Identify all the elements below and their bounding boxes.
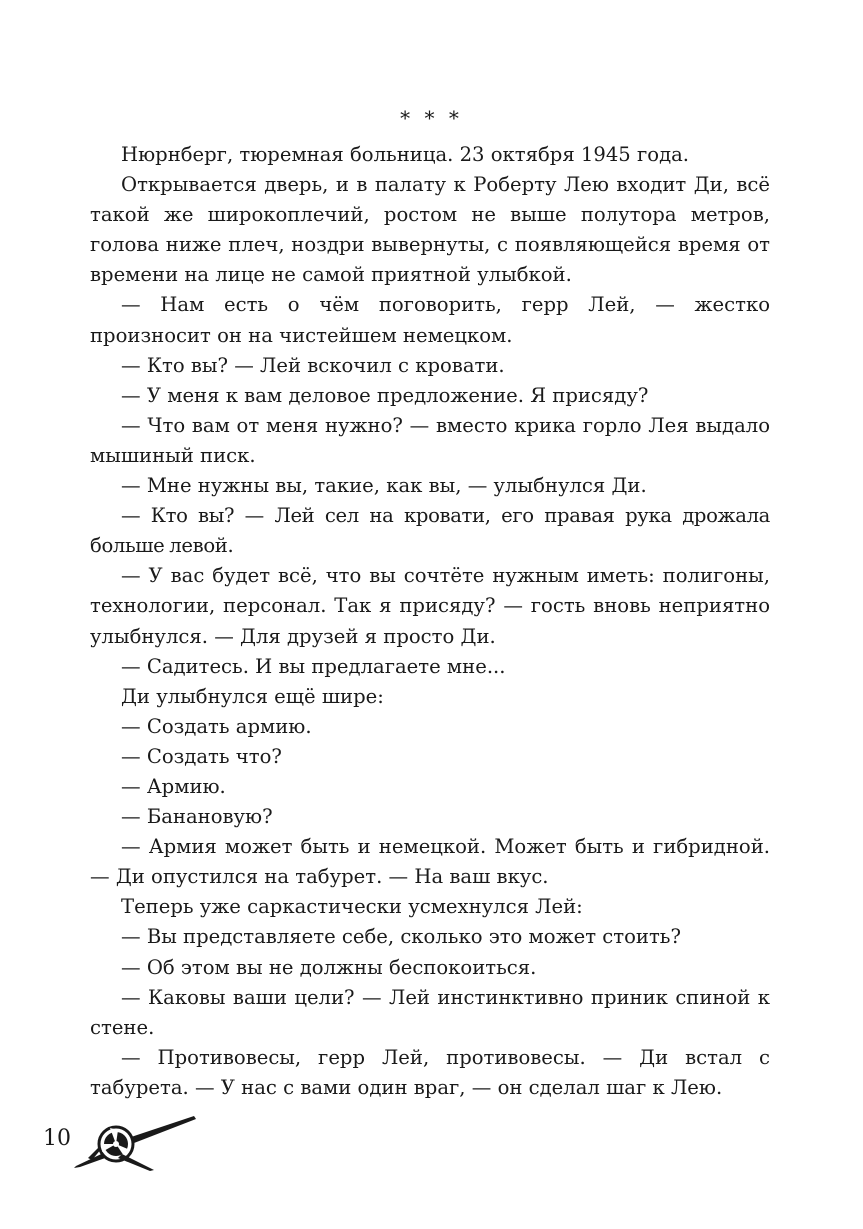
paragraph: — Армия может быть и немецкой. Может быть и гибридной. — Ди опустился на табурет. — На ваш вкус. (90, 835, 770, 889)
paragraph: — Банановую? (121, 805, 273, 829)
section-separator: * * * (400, 106, 463, 130)
paragraph: Нюрнберг, тюремная больница. 23 октября 1945 года. (121, 143, 690, 166)
paragraph: Открывается дверь, и в палату к Роберту Лею входит Ди, всё такой же широкоплечий, ростом не выше полутора метров, голова ниже плеч, ноздри вывернуты, с появляющейся время от времени на лице не самой приятной улыбкой. (90, 173, 770, 287)
paragraph: — Мне нужны вы, такие, как вы, — улыбнулся Ди. (121, 474, 647, 498)
page-number: 10 (43, 1126, 71, 1151)
paragraph: Ди улыбнулся ещё шире: (121, 684, 384, 708)
paragraph: — Каковы ваши цели? — Лей инстинктивно приник спиной к стене. (90, 985, 770, 1039)
paragraph: — Нам есть о чём поговорить, герр Лей, — жестко произносит он на чистейшем немецком. (90, 293, 770, 347)
body-text (90, 140, 770, 1103)
paragraph: — Вы представляете себе, сколько это может стоить? (121, 925, 681, 949)
paragraph: — Кто вы? — Лей сел на кровати, его правая рука дрожала больше левой. (90, 504, 770, 558)
paragraph: — Противовесы, герр Лей, противовесы. — Ди встал с табурета. — У нас с вами один враг, — он сделал шаг к Лею. (90, 1045, 770, 1099)
paragraph: — У вас будет всё, что вы сочтёте нужным иметь: полигоны, технологии, персонал. Так я присяду? — гость вновь неприятно улыбнулся. — Для друзей я просто Ди. (90, 564, 770, 648)
paragraph: — Об этом вы не должны беспокоиться. (121, 955, 537, 979)
paragraph: — У меня к вам деловое предложение. Я присяду? (121, 383, 649, 407)
paragraph: — Создать армию. (121, 714, 312, 738)
airplane-icon (70, 1110, 200, 1172)
paragraph: — Садитесь. И вы предлагаете мне... (121, 654, 506, 678)
paragraph: — Что вам от меня нужно? — вместо крика горло Лея выдало мышиный писк. (90, 413, 770, 467)
paragraph: — Армию. (121, 774, 226, 798)
paragraph: Теперь уже саркастически усмехнулся Лей: (121, 895, 583, 919)
paragraph: — Кто вы? — Лей вскочил с кровати. (121, 353, 505, 377)
paragraph: — Создать что? (121, 744, 282, 768)
